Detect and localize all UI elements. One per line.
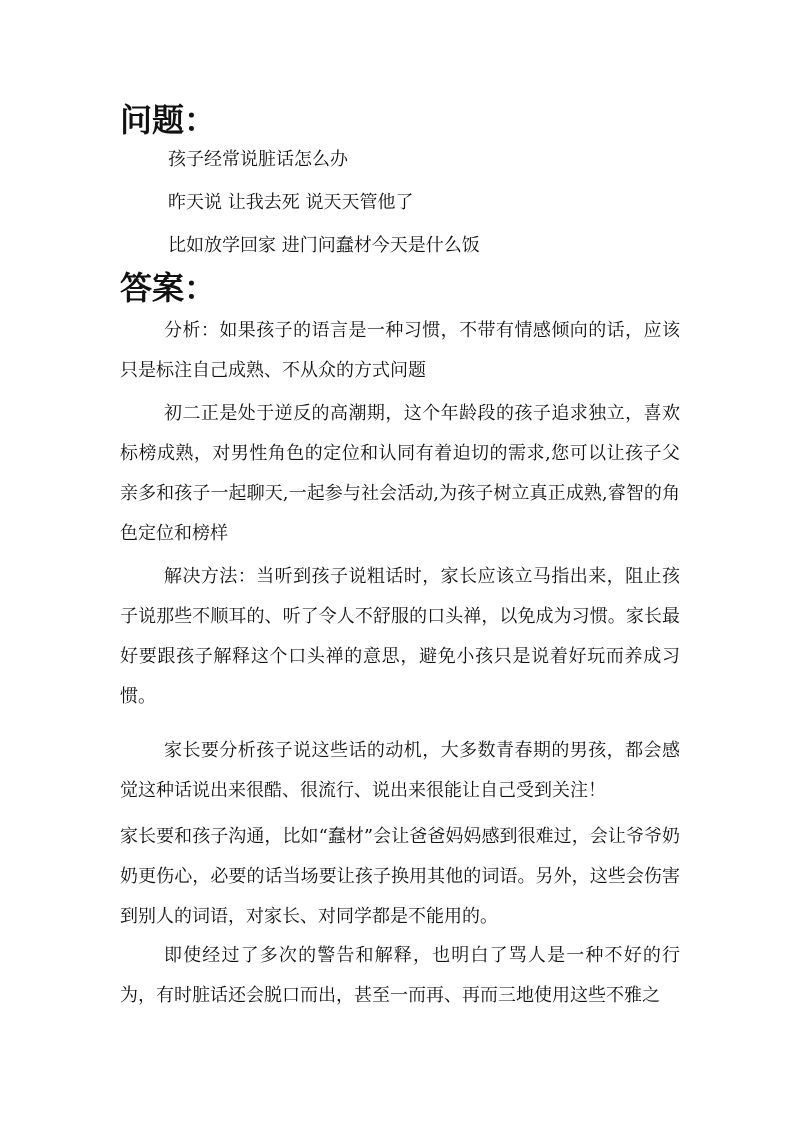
answer-paragraph: 家长要分析孩子说这些话的动机，大多数青春期的男孩，都会感觉这种话说出来很酷、很流行、说出来很能让自己受到关注！ <box>120 740 680 801</box>
answer-paragraph: 初二正是处于逆反的高潮期，这个年龄段的孩子追求独立，喜欢标榜成熟，对男性角色的定位和认同有着迫切的需求,您可以让孩子父亲多和孩子一起聊天,一起参与社会活动,为孩子树立真正成熟,睿智的角色定位和榜样 <box>120 403 680 544</box>
question-line: 比如放学回家 进门问蠢材今天是什么饭 <box>168 235 480 256</box>
question-line: 昨天说 让我去死 说天天管他了 <box>168 192 414 213</box>
question-heading: 问题： <box>120 101 217 139</box>
answer-paragraph: 即使经过了多次的警告和解释，也明白了骂人是一种不好的行为，有时脏话还会脱口而出，甚至一而再、再而三地使用这些不雅之 <box>120 945 680 1006</box>
answer-paragraph: 分析：如果孩子的语言是一种习惯，不带有情感倾向的话，应该只是标注自己成熟、不从众的方式问题 <box>120 320 680 381</box>
answer-paragraph: 解决方法：当听到孩子说粗话时，家长应该立马指出来，阻止孩子说那些不顺耳的、听了令人不舒服的口头禅，以免成为习惯。家长最好要跟孩子解释这个口头禅的意思，避免小孩只是说着好玩而养成习惯。 <box>120 566 680 707</box>
answer-heading: 答案： <box>120 269 217 307</box>
question-line: 孩子经常说脏话怎么办 <box>168 149 348 170</box>
answer-paragraph: 家长要和孩子沟通，比如“蠢材”会让爸爸妈妈感到很难过，会让爷爷奶奶更伤心，必要的话当场要让孩子换用其他的词语。另外，这些会伤害到别人的词语，对家长、对同学都是不能用的。 <box>120 826 680 927</box>
